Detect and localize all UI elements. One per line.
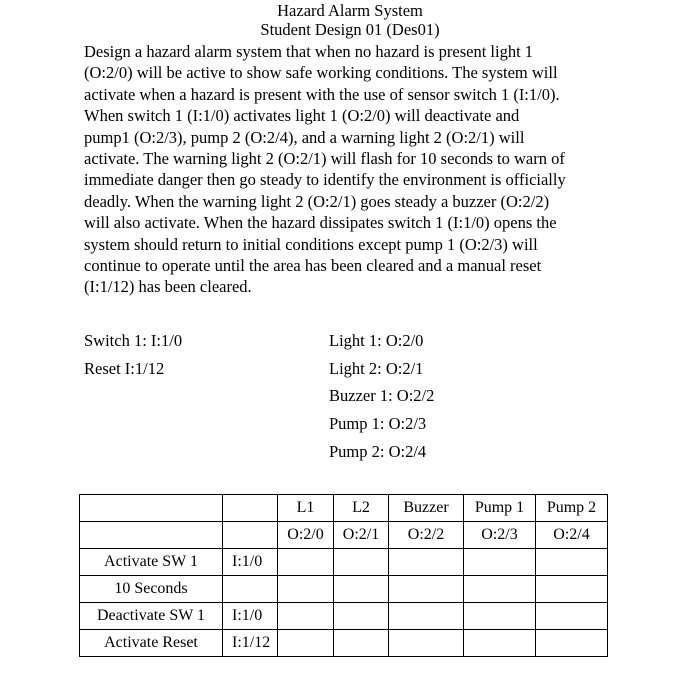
table-cell <box>389 630 464 657</box>
table-cell <box>80 495 223 522</box>
table-cell <box>334 576 389 603</box>
column-header: Pump 2 <box>536 495 608 522</box>
input-item: Reset I:1/12 <box>84 358 165 378</box>
description-line: immediate danger then go steady to identify the environment is officially <box>84 170 566 190</box>
table-cell <box>464 603 536 630</box>
table-cell <box>80 522 223 549</box>
table-row <box>80 603 608 630</box>
table-row <box>80 630 608 657</box>
output-item: Pump 1: O:2/3 <box>329 414 427 434</box>
table-cell <box>389 576 464 603</box>
table-cell <box>223 495 278 522</box>
table-cell <box>334 549 389 576</box>
row-label: 10 Seconds <box>80 576 223 603</box>
table-cell <box>536 603 608 630</box>
column-header: L2 <box>334 495 389 522</box>
description-line: system should return to initial conditions except pump 1 (O:2/3) will <box>84 234 538 254</box>
table-cell <box>334 603 389 630</box>
table-cell <box>334 630 389 657</box>
row-address <box>223 576 278 603</box>
row-address: I:1/0 <box>223 549 278 576</box>
description-line: activate when a hazard is present with the use of sensor switch 1 (I:1/0). <box>84 84 560 104</box>
table-cell <box>464 576 536 603</box>
description-line: will also activate. When the hazard dissipates switch 1 (I:1/0) opens the <box>84 213 557 233</box>
row-address: I:1/0 <box>223 603 278 630</box>
output-item: Light 2: O:2/1 <box>329 358 424 378</box>
description-line: (O:2/0) will be active to show safe working conditions. The system will <box>84 63 558 83</box>
table-row <box>80 576 608 603</box>
output-list <box>329 327 434 466</box>
description-line: Design a hazard alarm system that when no hazard is present light 1 <box>84 42 534 61</box>
column-address: O:2/4 <box>536 522 608 549</box>
table-cell <box>278 630 334 657</box>
input-list <box>84 327 182 382</box>
page-title: Hazard Alarm System <box>277 1 423 20</box>
truth-table <box>79 494 608 657</box>
output-item: Pump 2: O:2/4 <box>329 441 427 461</box>
column-address: O:2/1 <box>334 522 389 549</box>
description-line: deadly. When the warning light 2 (O:2/1) goes steady a buzzer (O:2/2) <box>84 191 550 211</box>
table-cell <box>464 630 536 657</box>
row-address: I:1/12 <box>223 630 278 657</box>
output-item: Buzzer 1: O:2/2 <box>329 386 435 406</box>
output-item: Light 1: O:2/0 <box>329 331 424 350</box>
table-address-row <box>80 522 608 549</box>
table-cell <box>536 576 608 603</box>
table-row <box>80 549 608 576</box>
description-line: pump1 (O:2/3), pump 2 (O:2/4), and a warning light 2 (O:2/1) will <box>84 127 525 147</box>
table-cell <box>223 522 278 549</box>
column-address: O:2/0 <box>278 522 334 549</box>
column-address: O:2/3 <box>464 522 536 549</box>
table-header-row <box>80 495 608 522</box>
column-header: L1 <box>278 495 334 522</box>
row-label: Activate SW 1 <box>80 549 223 576</box>
column-header: Pump 1 <box>464 495 536 522</box>
description-line: (I:1/12) has been cleared. <box>84 277 252 297</box>
table-cell <box>389 603 464 630</box>
input-item: Switch 1: I:1/0 <box>84 331 183 350</box>
description-line: activate. The warning light 2 (O:2/1) will flash for 10 seconds to warn of <box>84 149 565 169</box>
table-cell <box>278 603 334 630</box>
row-label: Activate Reset <box>80 630 223 657</box>
page-subtitle: Student Design 01 (Des01) <box>260 20 440 39</box>
column-address: O:2/2 <box>389 522 464 549</box>
table-cell <box>536 549 608 576</box>
column-header: Buzzer <box>389 495 464 522</box>
description-line: continue to operate until the area has been cleared and a manual reset <box>84 256 542 276</box>
table-cell <box>464 549 536 576</box>
table-cell <box>278 549 334 576</box>
row-label: Deactivate SW 1 <box>80 603 223 630</box>
description-line: When switch 1 (I:1/0) activates light 1 (O:2/0) will deactivate and <box>84 106 520 126</box>
table-cell <box>536 630 608 657</box>
table-cell <box>389 549 464 576</box>
description-paragraph <box>84 41 644 298</box>
table-cell <box>278 576 334 603</box>
